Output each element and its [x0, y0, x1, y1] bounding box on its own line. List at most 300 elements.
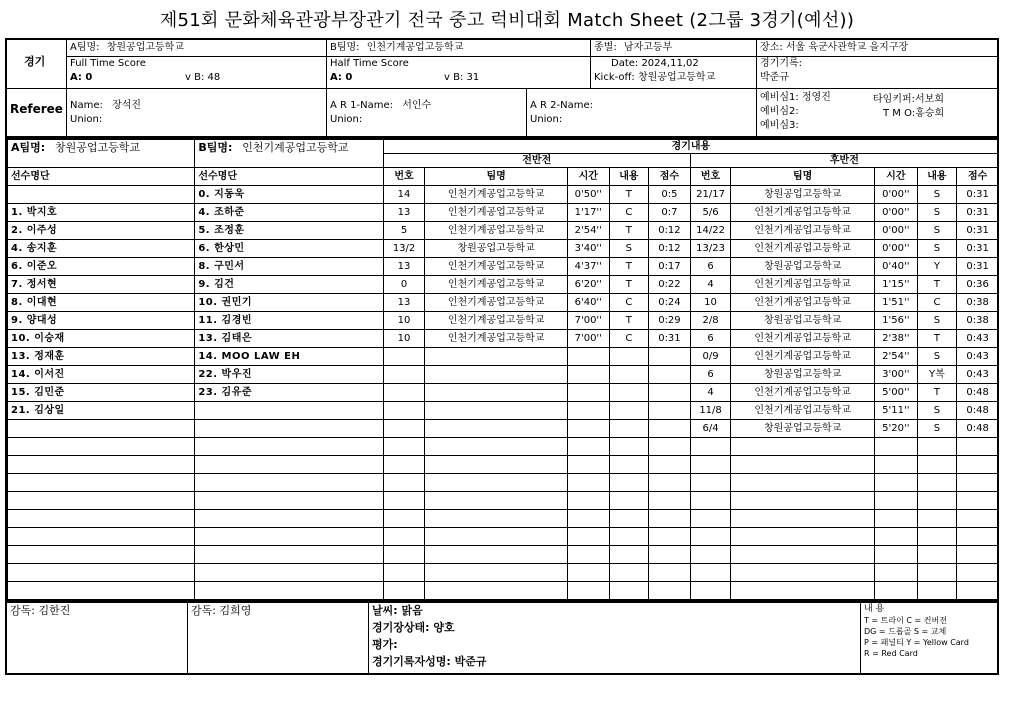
empty-cell — [957, 456, 999, 474]
col-header: 팀명 — [425, 168, 568, 186]
player-a: 13. 정재훈 — [8, 348, 195, 366]
first-half-header: 전반전 — [383, 154, 690, 168]
fulltime-a: A: 0 — [70, 72, 93, 83]
second-half-score-total: 0:36 — [957, 276, 999, 294]
category-value: 남자고등부 — [623, 42, 673, 53]
empty-cell — [874, 492, 917, 510]
player-a — [8, 186, 195, 204]
empty-cell — [690, 474, 731, 492]
second-half-score-number: 10 — [690, 294, 731, 312]
category-label: 종별: — [594, 42, 617, 53]
reserve-3: 예비심3: — [760, 120, 799, 131]
second-half-score-total: 0:31 — [957, 240, 999, 258]
empty-cell — [731, 492, 875, 510]
empty-cell — [567, 456, 609, 474]
player-a: 4. 송지훈 — [8, 240, 195, 258]
second-half-score-team: 인천기계공업고등학교 — [731, 276, 875, 294]
table-row — [8, 330, 999, 348]
empty-cell — [195, 456, 383, 474]
empty-cell — [957, 528, 999, 546]
second-half-score-team: 창원공업고등학교 — [731, 258, 875, 276]
first-half-score-time: 3'40'' — [567, 240, 609, 258]
empty-cell — [731, 510, 875, 528]
player-b — [195, 402, 383, 420]
empty-cell — [649, 474, 691, 492]
second-half-score-time: 0'00'' — [874, 222, 917, 240]
category-cell — [594, 42, 672, 53]
empty-cell — [609, 492, 649, 510]
empty-cell — [690, 564, 731, 582]
player-b: 11. 김경빈 — [195, 312, 383, 330]
first-half-score-total — [649, 366, 691, 384]
first-half-score-number: 13 — [383, 294, 425, 312]
empty-cell — [8, 438, 195, 456]
second-half-score-time: 2'38'' — [874, 330, 917, 348]
second-half-score-time: 3'00'' — [874, 366, 917, 384]
player-a: 14. 이서진 — [8, 366, 195, 384]
second-half-score-time: 0'00'' — [874, 240, 917, 258]
table-row — [8, 312, 999, 330]
second-half-score-total: 0:43 — [957, 330, 999, 348]
empty-cell — [567, 510, 609, 528]
empty-cell — [8, 582, 195, 600]
ar2-union: Union: — [530, 114, 563, 125]
second-half-score-team: 인천기계공업고등학교 — [731, 348, 875, 366]
table-row — [8, 258, 999, 276]
empty-cell — [649, 582, 691, 600]
second-half-score-type: S — [917, 204, 957, 222]
first-half-score-time: 1'17'' — [567, 204, 609, 222]
empty-cell — [8, 510, 195, 528]
empty-cell — [731, 582, 875, 600]
table-row — [8, 276, 999, 294]
second-half-score-type: S — [917, 402, 957, 420]
team-a-name: 창원공업고등학교 — [106, 42, 184, 53]
second-half-score-number: 5/6 — [690, 204, 731, 222]
player-b: 23. 김유준 — [195, 384, 383, 402]
empty-cell — [383, 456, 425, 474]
halftime-label: Half Time Score — [330, 58, 409, 69]
second-half-score-type: S — [917, 222, 957, 240]
first-half-score-total: 0:22 — [649, 276, 691, 294]
match-sheet-table — [5, 138, 999, 602]
second-half-score-type: S — [917, 240, 957, 258]
col-header: 내용 — [917, 168, 957, 186]
empty-cell — [690, 492, 731, 510]
timekeeper: 타임키퍼:서보희 — [873, 94, 944, 105]
first-half-score-type — [609, 348, 649, 366]
empty-cell — [567, 492, 609, 510]
first-half-score-total: 0:12 — [649, 222, 691, 240]
first-half-score-number — [383, 420, 425, 438]
first-half-score-total — [649, 420, 691, 438]
first-half-score-number: 0 — [383, 276, 425, 294]
col-header: 점수 — [649, 168, 691, 186]
empty-cell — [567, 528, 609, 546]
recorder-label: 경기기록: — [760, 58, 803, 69]
second-half-score-type: C — [917, 294, 957, 312]
empty-cell — [957, 510, 999, 528]
empty-cell — [425, 582, 568, 600]
col-header: 번호 — [383, 168, 425, 186]
table-row — [8, 186, 999, 204]
second-half-score-total: 0:31 — [957, 222, 999, 240]
first-half-score-number: 5 — [383, 222, 425, 240]
player-b: 8. 구민서 — [195, 258, 383, 276]
empty-cell — [690, 438, 731, 456]
player-b: 14. MOO LAW EH — [195, 348, 383, 366]
second-half-score-team: 인천기계공업고등학교 — [731, 384, 875, 402]
second-half-score-total: 0:48 — [957, 402, 999, 420]
roster-a-team-name: 창원공업고등학교 — [55, 141, 141, 154]
empty-cell — [649, 456, 691, 474]
empty-cell — [731, 564, 875, 582]
game-label: 경기 — [24, 55, 46, 68]
second-half-score-team: 인천기계공업고등학교 — [731, 222, 875, 240]
second-half-score-team: 인천기계공업고등학교 — [731, 240, 875, 258]
ground-condition: 경기장상태: 양호 — [372, 621, 455, 634]
second-half-score-total: 0:31 — [957, 186, 999, 204]
empty-cell — [425, 474, 568, 492]
team-b-cell — [330, 42, 463, 53]
legend-item: DG = 드롭골 S = 교체 — [864, 627, 947, 636]
reserve-1: 예비심1: 정영진 — [760, 92, 831, 103]
first-half-score-number: 13/2 — [383, 240, 425, 258]
empty-cell — [649, 510, 691, 528]
first-half-score-team: 인천기계공업고등학교 — [425, 204, 568, 222]
match-info-box — [5, 38, 999, 138]
empty-cell — [195, 510, 383, 528]
col-header: 점수 — [957, 168, 999, 186]
table-row — [8, 204, 999, 222]
second-half-score-type: S — [917, 186, 957, 204]
empty-cell — [609, 456, 649, 474]
player-b: 22. 박우진 — [195, 366, 383, 384]
first-half-score-total: 0:12 — [649, 240, 691, 258]
tmo: T M O:홍승희 — [883, 108, 945, 119]
first-half-score-team: 창원공업고등학교 — [425, 240, 568, 258]
ar1-cell — [330, 100, 431, 111]
empty-cell — [195, 528, 383, 546]
second-half-score-time: 0'00'' — [874, 204, 917, 222]
second-half-score-number: 4 — [690, 384, 731, 402]
second-half-score-number: 6 — [690, 330, 731, 348]
empty-cell — [649, 528, 691, 546]
ar1-label: A R 1-Name: — [330, 100, 393, 111]
team-a-cell — [70, 42, 184, 53]
empty-cell — [195, 564, 383, 582]
second-half-score-number: 6 — [690, 258, 731, 276]
second-half-score-total: 0:31 — [957, 204, 999, 222]
empty-cell — [609, 438, 649, 456]
empty-cell — [649, 492, 691, 510]
reserve-2: 예비심2: — [760, 106, 799, 117]
first-half-score-team: 인천기계공업고등학교 — [425, 294, 568, 312]
match-content-header: 경기내용 — [383, 140, 998, 154]
halftime-b: v B: 31 — [444, 72, 480, 83]
player-a — [8, 420, 195, 438]
empty-cell — [609, 528, 649, 546]
empty-cell — [957, 438, 999, 456]
empty-cell — [567, 474, 609, 492]
player-b: 0. 지동욱 — [195, 186, 383, 204]
legend-item: R = Red Card — [864, 649, 918, 658]
first-half-score-time: 6'20'' — [567, 276, 609, 294]
referee-union: Union: — [70, 114, 103, 125]
player-b — [195, 420, 383, 438]
second-half-score-team: 인천기계공업고등학교 — [731, 204, 875, 222]
empty-cell — [874, 564, 917, 582]
first-half-score-team: 인천기계공업고등학교 — [425, 186, 568, 204]
first-half-score-time: 7'00'' — [567, 312, 609, 330]
first-half-score-type: C — [609, 294, 649, 312]
empty-cell — [731, 456, 875, 474]
weather: 날씨: 맑음 — [372, 604, 423, 617]
first-half-score-type — [609, 366, 649, 384]
empty-cell — [874, 582, 917, 600]
fulltime-label: Full Time Score — [70, 58, 146, 69]
empty-cell — [567, 564, 609, 582]
col-header: 팀명 — [731, 168, 875, 186]
empty-cell — [649, 438, 691, 456]
kickoff: Kick-off: 창원공업고등학교 — [594, 72, 716, 83]
table-row — [8, 582, 999, 600]
empty-cell — [425, 528, 568, 546]
second-half-score-number: 2/8 — [690, 312, 731, 330]
empty-cell — [731, 438, 875, 456]
empty-cell — [383, 528, 425, 546]
second-half-score-type: S — [917, 348, 957, 366]
table-row — [8, 222, 999, 240]
table-row — [8, 492, 999, 510]
first-half-score-number: 13 — [383, 204, 425, 222]
second-half-score-number: 13/23 — [690, 240, 731, 258]
team-a-label: A팀명: — [70, 42, 100, 53]
table-row — [8, 294, 999, 312]
first-half-score-team: 인천기계공업고등학교 — [425, 276, 568, 294]
empty-cell — [957, 582, 999, 600]
empty-cell — [917, 474, 957, 492]
first-half-score-time — [567, 366, 609, 384]
empty-cell — [874, 510, 917, 528]
halftime-a: A: 0 — [330, 72, 353, 83]
first-half-score-type: T — [609, 312, 649, 330]
empty-cell — [917, 456, 957, 474]
second-half-score-time: 0'00'' — [874, 186, 917, 204]
first-half-score-time — [567, 420, 609, 438]
empty-cell — [917, 528, 957, 546]
second-half-score-total: 0:31 — [957, 258, 999, 276]
legend — [864, 604, 969, 659]
empty-cell — [383, 582, 425, 600]
empty-cell — [731, 474, 875, 492]
empty-cell — [690, 528, 731, 546]
empty-cell — [567, 546, 609, 564]
second-half-score-type: Y복 — [917, 366, 957, 384]
ar1-union: Union: — [330, 114, 363, 125]
col-header: 시간 — [874, 168, 917, 186]
empty-cell — [917, 546, 957, 564]
empty-cell — [195, 546, 383, 564]
footer-box — [5, 602, 999, 675]
col-header: 시간 — [567, 168, 609, 186]
player-a: 15. 김민준 — [8, 384, 195, 402]
first-half-score-number — [383, 402, 425, 420]
first-half-score-time: 2'54'' — [567, 222, 609, 240]
first-half-score-team: 인천기계공업고등학교 — [425, 312, 568, 330]
page-title: 제51회 문화체육관광부장관기 전국 중고 럭비대회 Match Sheet (2그룹 3경기(예선)) — [159, 10, 855, 31]
second-half-score-type: S — [917, 420, 957, 438]
table-row — [8, 474, 999, 492]
player-b: 9. 김건 — [195, 276, 383, 294]
empty-cell — [957, 546, 999, 564]
coach-a: 감독: 김한진 — [10, 604, 71, 617]
legend-item: P = 패널티 Y = Yellow Card — [864, 638, 969, 647]
table-row — [8, 510, 999, 528]
first-half-score-total — [649, 348, 691, 366]
empty-cell — [874, 438, 917, 456]
referee-name: 장석진 — [112, 100, 142, 111]
second-half-score-team: 창원공업고등학교 — [731, 420, 875, 438]
team-b-label: B팀명: — [330, 42, 360, 53]
empty-cell — [8, 456, 195, 474]
first-half-score-team — [425, 420, 568, 438]
empty-cell — [649, 546, 691, 564]
empty-cell — [957, 474, 999, 492]
empty-cell — [731, 528, 875, 546]
first-half-score-total: 0:24 — [649, 294, 691, 312]
first-half-score-type — [609, 384, 649, 402]
first-half-score-time — [567, 402, 609, 420]
empty-cell — [874, 456, 917, 474]
empty-cell — [425, 456, 568, 474]
empty-cell — [917, 510, 957, 528]
table-row — [8, 438, 999, 456]
first-half-score-team — [425, 348, 568, 366]
player-b: 10. 권민기 — [195, 294, 383, 312]
empty-cell — [690, 456, 731, 474]
table-row — [8, 546, 999, 564]
first-half-score-time — [567, 348, 609, 366]
empty-cell — [649, 564, 691, 582]
first-half-score-team: 인천기계공업고등학교 — [425, 258, 568, 276]
empty-cell — [690, 546, 731, 564]
empty-cell — [425, 438, 568, 456]
col-header: 번호 — [690, 168, 731, 186]
empty-cell — [874, 528, 917, 546]
first-half-score-type: T — [609, 276, 649, 294]
first-half-score-team — [425, 366, 568, 384]
first-half-score-type — [609, 420, 649, 438]
empty-cell — [567, 582, 609, 600]
empty-cell — [383, 510, 425, 528]
first-half-score-total — [649, 384, 691, 402]
second-half-score-type: T — [917, 276, 957, 294]
first-half-score-number: 10 — [383, 330, 425, 348]
first-half-score-type: T — [609, 258, 649, 276]
second-half-score-number: 4 — [690, 276, 731, 294]
second-half-score-time: 1'56'' — [874, 312, 917, 330]
player-a: 2. 이주성 — [8, 222, 195, 240]
empty-cell — [690, 582, 731, 600]
first-half-score-number: 13 — [383, 258, 425, 276]
first-half-score-type: T — [609, 186, 649, 204]
empty-cell — [8, 564, 195, 582]
empty-cell — [383, 564, 425, 582]
second-half-score-total: 0:38 — [957, 312, 999, 330]
second-half-score-number: 14/22 — [690, 222, 731, 240]
first-half-score-time: 4'37'' — [567, 258, 609, 276]
empty-cell — [917, 564, 957, 582]
empty-cell — [8, 546, 195, 564]
referee-name-label: Name: — [70, 100, 103, 111]
fulltime-b: v B: 48 — [185, 72, 221, 83]
first-half-score-total — [649, 402, 691, 420]
first-half-score-team: 인천기계공업고등학교 — [425, 222, 568, 240]
second-half-score-time: 5'11'' — [874, 402, 917, 420]
second-half-score-total: 0:48 — [957, 384, 999, 402]
first-half-score-time: 6'40'' — [567, 294, 609, 312]
referee-label: Referee — [10, 102, 63, 116]
second-half-score-type: T — [917, 330, 957, 348]
empty-cell — [957, 492, 999, 510]
empty-cell — [917, 582, 957, 600]
player-a: 10. 이승재 — [8, 330, 195, 348]
empty-cell — [609, 564, 649, 582]
player-a: 7. 정서현 — [8, 276, 195, 294]
legend-title: 내 용 — [864, 604, 885, 614]
recorder-name: 박준규 — [760, 72, 789, 83]
players-label-a: 선수명단 — [8, 168, 195, 186]
second-half-score-time: 2'54'' — [874, 348, 917, 366]
empty-cell — [690, 510, 731, 528]
player-a: 1. 박지호 — [8, 204, 195, 222]
player-b: 4. 조하준 — [195, 204, 383, 222]
first-half-score-type: C — [609, 204, 649, 222]
empty-cell — [917, 438, 957, 456]
empty-cell — [957, 564, 999, 582]
first-half-score-total: 0:29 — [649, 312, 691, 330]
empty-cell — [609, 582, 649, 600]
col-header: 내용 — [609, 168, 649, 186]
first-half-score-time: 7'00'' — [567, 330, 609, 348]
first-half-score-number — [383, 366, 425, 384]
second-half-score-team: 창원공업고등학교 — [731, 312, 875, 330]
players-label-b: 선수명단 — [195, 168, 383, 186]
empty-cell — [874, 546, 917, 564]
first-half-score-team: 인천기계공업고등학교 — [425, 330, 568, 348]
table-row — [8, 348, 999, 366]
second-half-score-team: 인천기계공업고등학교 — [731, 294, 875, 312]
second-half-score-team: 창원공업고등학교 — [731, 366, 875, 384]
first-half-score-number — [383, 348, 425, 366]
table-row — [8, 564, 999, 582]
first-half-score-type: S — [609, 240, 649, 258]
table-row — [8, 384, 999, 402]
first-half-score-team — [425, 384, 568, 402]
second-half-score-team: 인천기계공업고등학교 — [731, 330, 875, 348]
empty-cell — [195, 438, 383, 456]
record-writer: 경기기록자성명: 박준규 — [372, 655, 487, 668]
second-half-score-time: 1'51'' — [874, 294, 917, 312]
table-row — [8, 402, 999, 420]
empty-cell — [609, 474, 649, 492]
second-half-score-number: 0/9 — [690, 348, 731, 366]
first-half-score-number — [383, 384, 425, 402]
second-half-score-number: 11/8 — [690, 402, 731, 420]
player-b: 13. 김태은 — [195, 330, 383, 348]
second-half-score-total: 0:38 — [957, 294, 999, 312]
